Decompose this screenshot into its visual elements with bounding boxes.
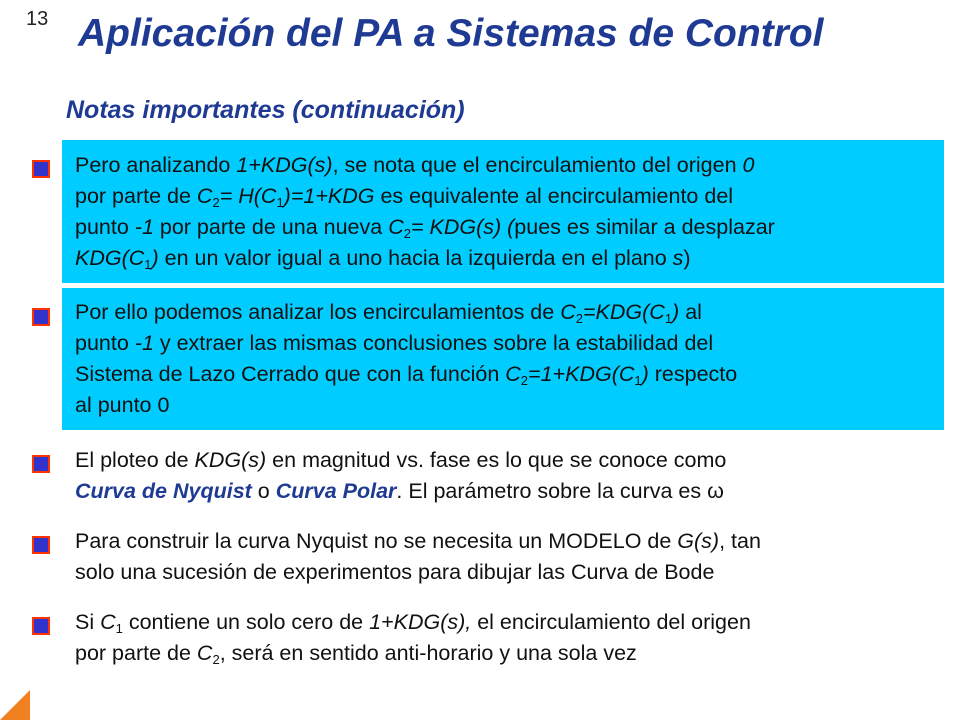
bullet-square-icon	[32, 308, 50, 326]
bullet-square-icon	[32, 536, 50, 554]
bullet-2-line-4: al punto 0	[75, 393, 170, 417]
bullet-5-line-2: por parte de $C_2$, será en sentido anti-horario y una sola vez	[75, 641, 637, 667]
bullet-5-line-1: Si $C_1$ contiene un solo cero de 1+KDG(s), el encirculamiento del origen	[75, 610, 751, 636]
corner-accent-decoration	[0, 690, 30, 720]
bullet-4-line-2: solo una sucesión de experimentos para dibujar las Curva de Bode	[75, 560, 715, 584]
bullet-1-line-4: $KDG(C_1)$ en un valor igual a uno hacia la izquierda en el plano s)	[75, 246, 691, 272]
bullet-paragraph-5	[75, 607, 751, 669]
bullet-square-icon	[32, 455, 50, 473]
bullet-paragraph-3	[75, 445, 726, 507]
bullet-paragraph-2	[75, 297, 737, 421]
bullet-2-line-2: punto -1 y extraer las mismas conclusiones sobre la estabilidad del	[75, 331, 714, 355]
bullet-2-line-3: Sistema de Lazo Cerrado que con la función $C_2=1+KDG(C_1)$ respecto	[75, 362, 738, 388]
bullet-1-line-2: por parte de $C_2= H(C_1)=1+KDG$ es equivalente al encirculamiento del	[75, 184, 734, 210]
bullet-paragraph-1	[75, 150, 775, 274]
bullet-paragraph-4	[75, 526, 761, 588]
slide-subtitle: Notas importantes (continuación)	[66, 96, 465, 124]
bullet-2-line-1: Por ello podemos analizar los encirculamientos de $C_2=KDG(C_1)$ al	[75, 300, 702, 326]
bullet-3-line-1: El ploteo de KDG(s) en magnitud vs. fase es lo que se conoce como	[75, 448, 727, 472]
bullet-square-icon	[32, 160, 50, 178]
slide-number: 13	[26, 8, 49, 30]
bullet-square-icon	[32, 617, 50, 635]
bullet-1-line-1: Pero analizando 1+KDG(s), se nota que el encirculamiento del origen 0	[75, 153, 755, 177]
bullet-3-line-2: Curva de Nyquist o Curva Polar. El parámetro sobre la curva es ω	[75, 479, 724, 503]
bullet-1-line-3: punto -1 por parte de una nueva $C_2= KDG(s)$ (pues es similar a desplazar	[75, 215, 775, 241]
slide-title: Aplicación del PA a Sistemas de Control	[78, 12, 824, 55]
bullet-4-line-1: Para construir la curva Nyquist no se necesita un MODELO de G(s), tan	[75, 529, 761, 553]
